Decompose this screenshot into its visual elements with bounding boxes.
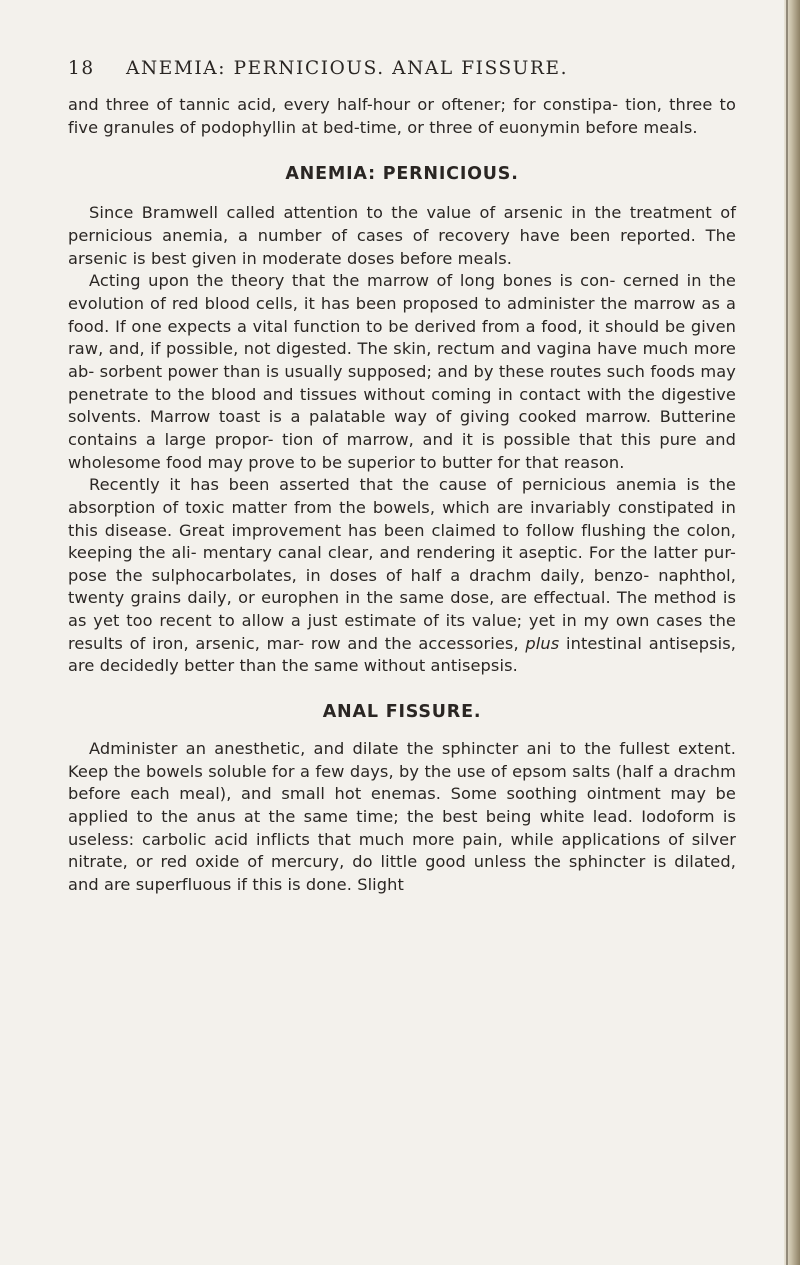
running-head [68,58,658,79]
section-heading-anemia: ANEMIA: PERNICIOUS. [285,164,519,185]
paragraph-toxic-matter-text: Recently it has been asserted that the cause of pernicious anemia is the absorption of toxic matter from the bowels, which are invariably constipated in this disease. Great improvement has been claimed to follow flushing the colon, keeping the ali- mentary canal clear, and rendering it aseptic. For the latter pur- pose the sulphocarbolates, in doses of half a drachm daily, benzo- naphthol, twenty grains daily, or europhen in the same dose, are effectual. The method is as yet too recent to allow a just estimate of its value; yet in my own cases the results of iron, arsenic, mar- row and the accessories, [68,475,736,653]
running-title: ANEMIA: PERNICIOUS. ANAL FISSURE. [126,58,569,79]
paragraph-toxic-matter [68,474,736,678]
paragraph-arsenic: Since Bramwell called attention to the value of arsenic in the treatment of pernicious anemia, a number of cases of recovery have been reported. The arsenic is best given in moderate doses before meals. [68,203,736,268]
section-heading-anal-fissure: ANAL FISSURE. [322,702,482,723]
page-number: 18 [68,58,95,79]
paragraph-toxic-matter-end: intestinal antisepsis, are decidedly better than the same without antisepsis. [68,633,736,676]
paragraph-marrow: Acting upon the theory that the marrow of long bones is con- cerned in the evolution of red blood cells, it has been proposed to administer the marrow as a food. If one expects a vital function to be derived from a food, it should be given raw, and, if possible, not digested. The skin, rectum and vagina have much more ab- sorbent power than is usually supposed; and by these routes such foods may penetrate to the blood and tissues without coming in contact with the digestive solvents. Marrow toast is a palatable way of giving cooked marrow. Butterine contains a large propor- tion of marrow, and it is possible that this pure and wholesome food may prove to be superior to butter for that reason. [68,271,736,472]
paragraph-anal-fissure: Administer an anesthetic, and dilate the sphincter ani to the fullest extent. Keep the bowels soluble for a few days, by the use of epsom salts (half a drachm before each meal), and small hot enemas. Some soothing ointment may be applied to the anus at the same time; the best being white lead. Iodoform is useless: carbolic acid inflicts that much more pain, while applications of silver nitrate, or red oxide of mercury, do little good unless the sphincter is dilated, and are superfluous if this is done. Slight [68,739,736,895]
italic-plus: plus [525,633,560,653]
continued-paragraph: and three of tannic acid, every half-hour or oftener; for constipa- tion, three to five granules of podophyllin at bed-time, or three of euonymin before meals. [68,95,736,137]
page-binding-line [786,0,788,1265]
body-text [68,94,736,897]
